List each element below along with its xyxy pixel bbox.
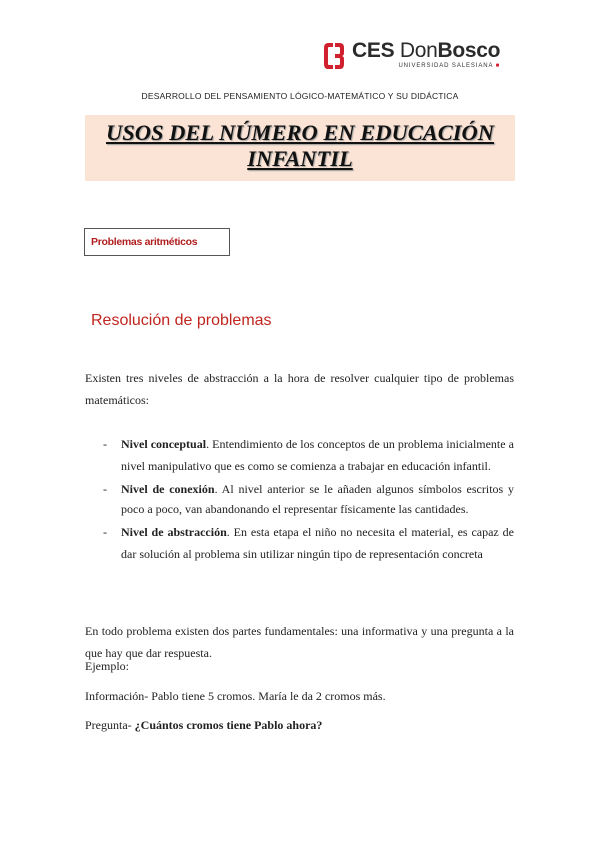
ces-shield-icon bbox=[322, 40, 346, 72]
intro-paragraph: Existen tres niveles de abstracción a la hora de resolver cualquier tipo de problemas matemáticos: bbox=[85, 371, 514, 407]
abstraction-levels-list bbox=[103, 433, 514, 565]
title-banner bbox=[85, 115, 515, 181]
example-question: Pregunta- ¿Cuántos cromos tiene Pablo ahora? bbox=[85, 718, 323, 732]
course-subject: DESARROLLO DEL PENSAMIENTO LÓGICO-MATEMÁTICO Y SU DIDÁCTICA bbox=[141, 91, 459, 101]
topic-label: Problemas aritméticos bbox=[91, 236, 198, 248]
example-information: Información- Pablo tiene 5 cromos. María le da 2 cromos más. bbox=[85, 689, 386, 703]
example-label: Ejemplo: bbox=[85, 659, 129, 673]
section-heading: Resolución de problemas bbox=[91, 312, 272, 329]
logo-wordmark: CES DonBosco bbox=[352, 39, 501, 62]
topic-label-box bbox=[84, 228, 230, 256]
logo-tagline: UNIVERSIDAD SALESIANA ■ bbox=[398, 63, 501, 69]
document-title: USOS DEL NÚMERO EN EDUCACIÓN INFANTIL bbox=[106, 120, 494, 171]
list-item: - Nivel de abstracción. En esta etapa el niño no necesita el material, es capaz de dar solución al problema sin utilizar ningún tipo de representación concreta bbox=[103, 521, 514, 565]
list-item: - Nivel de conexión. Al nivel anterior se le añaden algunos símbolos escritos y poco a poco, van abandonando el representar físicamente las cantidades. bbox=[103, 479, 514, 519]
list-item: - Nivel conceptual. Entendimiento de los conceptos de un problema inicialmente a nivel manipulativo que es como se comienza a trabajar en educación infantil. bbox=[103, 433, 514, 477]
ces-don-bosco-logo bbox=[322, 40, 500, 72]
parts-paragraph: En todo problema existen dos partes fundamentales: una informativa y una pregunta a la que hay que dar respuesta. bbox=[85, 624, 514, 660]
